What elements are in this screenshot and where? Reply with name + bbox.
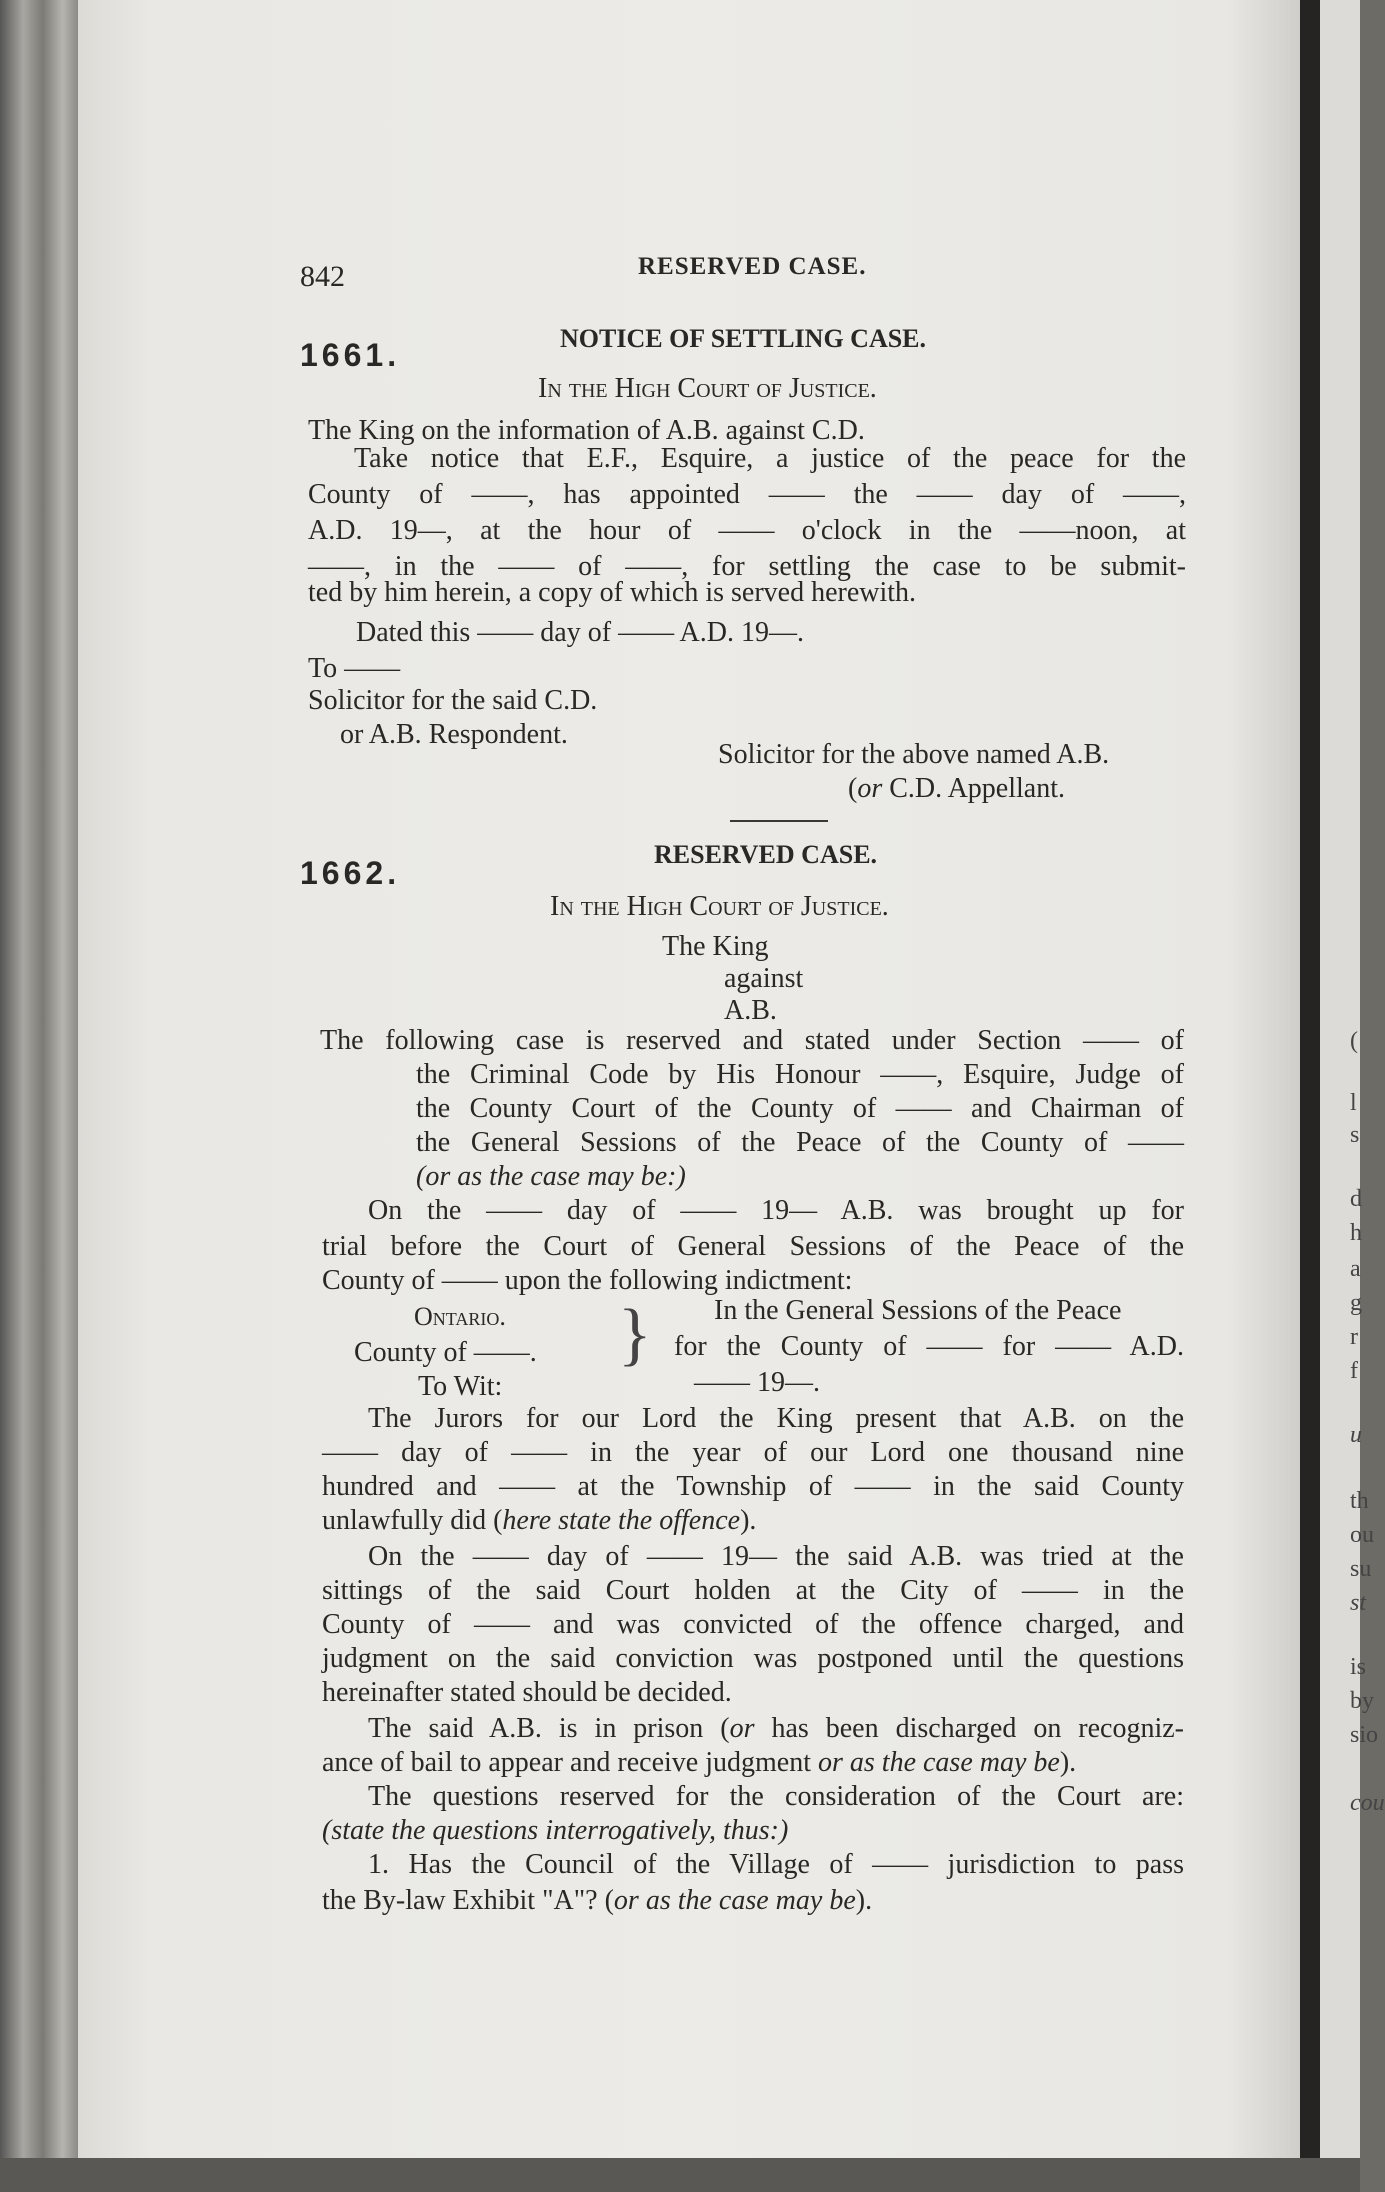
text-line: On the —— day of —— 19— the said A.B. was tried at the — [368, 1541, 1184, 1572]
text-line: trial before the Court of General Sessions of the Peace of the — [322, 1231, 1184, 1262]
text-line: County of ——, has appointed —— the —— day of ——, — [308, 479, 1186, 510]
venue-county: County of ——. — [354, 1337, 537, 1368]
text-line: The following case is reserved and stated under Section —— of — [320, 1025, 1184, 1056]
text-line: ance of bail to appear and receive judgment or as the case may be). — [322, 1747, 1077, 1778]
case-party: A.B. — [724, 995, 777, 1026]
facing-fragment: by — [1350, 1688, 1374, 1714]
facing-fragment: l — [1350, 1090, 1357, 1116]
book-page — [78, 0, 1300, 2192]
text-line: County of —— upon the following indictment: — [322, 1265, 853, 1296]
facing-fragment: cou — [1350, 1790, 1385, 1816]
facing-page-edge — [1320, 0, 1385, 2192]
page-number: 842 — [300, 260, 345, 293]
brace-icon: } — [618, 1296, 652, 1373]
text-line: The said A.B. is in prison (or has been discharged on recogniz- — [368, 1713, 1184, 1744]
venue-province: Ontario. — [414, 1302, 506, 1331]
facing-fragment: u — [1350, 1422, 1362, 1448]
facing-fragment: d — [1350, 1186, 1362, 1212]
section-number-1661: 1661. — [300, 337, 401, 373]
text-line: for the County of —— for —— A.D. — [674, 1331, 1184, 1362]
facing-fragment: sio — [1350, 1722, 1379, 1748]
text-line: 1. Has the Council of the Village of —— jurisdiction to pass — [368, 1849, 1184, 1880]
facing-fragment: su — [1350, 1556, 1372, 1582]
text-line: hundred and —— at the Township of —— in the said County — [322, 1471, 1184, 1502]
text-line: The questions reserved for the consideration of the Court are: — [368, 1781, 1184, 1812]
text-line: (state the questions interrogatively, thus:) — [322, 1815, 789, 1846]
facing-fragment: h — [1350, 1220, 1362, 1246]
text-line: unlawfully did (here state the offence). — [322, 1505, 757, 1536]
text-line: hereinafter stated should be decided. — [322, 1677, 732, 1708]
facing-fragment: is — [1350, 1654, 1367, 1680]
venue-to-wit: To Wit: — [418, 1371, 503, 1402]
text-line: To —— — [308, 653, 401, 684]
text-line: Dated this —— day of —— A.D. 19—. — [356, 617, 804, 648]
text-line: or A.B. Respondent. — [340, 719, 568, 750]
text-line: —— 19—. — [694, 1367, 820, 1398]
text-line: ted by him herein, a copy of which is served herewith. — [308, 577, 917, 608]
facing-fragment: s — [1350, 1122, 1360, 1148]
text-line: the General Sessions of the Peace of the County of —— — [416, 1127, 1184, 1158]
facing-fragment: r — [1350, 1324, 1358, 1350]
text-line: On the —— day of —— 19— A.B. was brought up for — [368, 1195, 1184, 1226]
facing-fragment: th — [1350, 1488, 1369, 1514]
text-line: ——, in the —— of ——, for settling the case to be submit- — [308, 551, 1186, 582]
text-line: In the General Sessions of the Peace — [714, 1295, 1122, 1326]
court-heading-1662: In the High Court of Justice. — [550, 891, 889, 922]
text-line: Solicitor for the said C.D. — [308, 685, 598, 716]
text-line: Solicitor for the above named A.B. — [718, 739, 1110, 770]
book-gutter — [1300, 0, 1320, 2192]
section-title-1662: RESERVED CASE. — [654, 840, 878, 869]
text-line: sittings of the said Court holden at the City of —— in the — [322, 1575, 1184, 1606]
text-line: The Jurors for our Lord the King present that A.B. on the — [368, 1403, 1184, 1434]
text-line: (or C.D. Appellant. — [848, 773, 1065, 804]
text-line: (or as the case may be:) — [416, 1161, 686, 1192]
book-binding-edge — [0, 0, 78, 2192]
facing-fragment: ou — [1350, 1522, 1374, 1548]
scan-bottom-edge — [0, 2158, 1360, 2192]
text-line: Take notice that E.F., Esquire, a justice of the peace for the — [354, 443, 1186, 474]
text-line: A.D. 19—, at the hour of —— o'clock in the ——noon, at — [308, 515, 1186, 546]
facing-fragment: g — [1350, 1290, 1362, 1316]
text-line: —— day of —— in the year of our Lord one thousand nine — [322, 1437, 1184, 1468]
text-line: judgment on the said conviction was postponed until the questions — [322, 1643, 1184, 1674]
case-party: The King — [662, 931, 769, 962]
text-line: the County Court of the County of —— and Chairman of — [416, 1093, 1184, 1124]
text-line: the Criminal Code by His Honour ——, Esquire, Judge of — [416, 1059, 1184, 1090]
court-heading-1661: In the High Court of Justice. — [538, 373, 877, 404]
text-line: County of —— and was convicted of the offence charged, and — [322, 1609, 1184, 1640]
section-number-1662: 1662. — [300, 855, 401, 891]
facing-fragment: st — [1350, 1590, 1367, 1616]
text-line: The King on the information of A.B. against C.D. — [308, 415, 865, 446]
facing-fragment: f — [1350, 1358, 1358, 1384]
text-line: the By-law Exhibit "A"? (or as the case may be). — [322, 1885, 873, 1916]
facing-fragment: ( — [1350, 1028, 1358, 1054]
facing-fragment: a — [1350, 1256, 1361, 1282]
section-title-1661: NOTICE OF SETTLING CASE. — [560, 324, 927, 353]
section-divider — [730, 820, 828, 822]
case-party: against — [724, 963, 804, 994]
running-title: RESERVED CASE. — [638, 253, 867, 280]
